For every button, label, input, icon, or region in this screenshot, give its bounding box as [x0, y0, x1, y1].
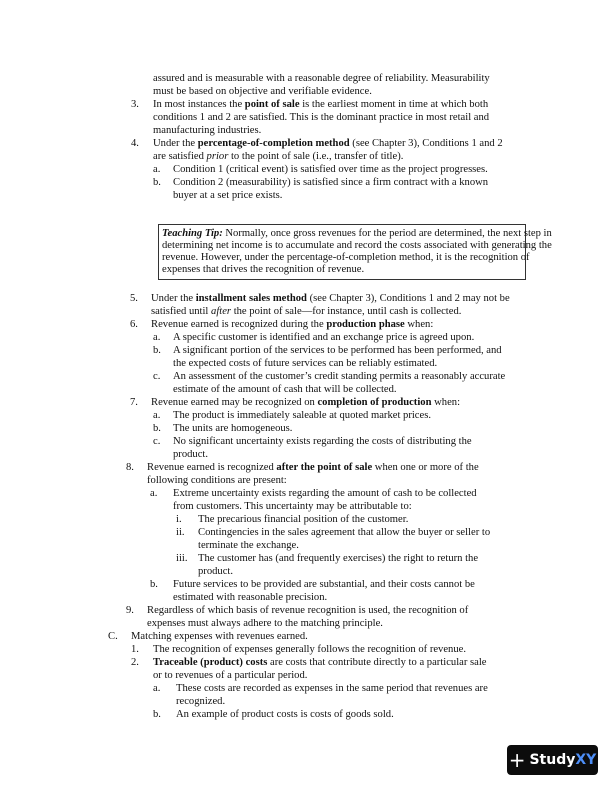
list-letter: c.: [153, 436, 161, 447]
text-line: estimated with reasonable precision.: [173, 592, 328, 603]
text-span: to the point of sale (i.e., transfer of title).: [228, 151, 404, 162]
list-letter: a.: [153, 164, 161, 175]
text-line: Future services to be provided are substantial, and their costs cannot be: [173, 579, 475, 590]
list-letter: a.: [150, 488, 158, 499]
text-line: or to revenues of a particular period.: [153, 670, 308, 681]
text-line: [151, 306, 461, 318]
teaching-tip-line: determining net income is to accumulate and record the costs associated with generating the: [162, 240, 552, 251]
list-item: [153, 99, 488, 111]
list-letter: a.: [153, 332, 161, 343]
list-letter: a.: [153, 410, 161, 421]
list-number: 8.: [126, 462, 134, 473]
text-line: Condition 1 (critical event) is satisfied over time as the project progresses.: [173, 164, 488, 175]
list-letter: b.: [153, 177, 161, 188]
list-item: [151, 397, 460, 409]
bold-term: percentage-of-completion method: [197, 138, 350, 149]
text-span: are costs that contribute directly to a particular sale: [267, 657, 487, 668]
text-line: following conditions are present:: [147, 475, 287, 486]
text-line: A significant portion of the services to be performed has been performed, and: [173, 345, 502, 356]
list-item: [153, 138, 503, 150]
text-span: Revenue earned is recognized: [147, 462, 277, 473]
list-item: [151, 293, 510, 305]
list-number: 7.: [130, 397, 138, 408]
text-line: A specific customer is identified and an exchange price is agreed upon.: [173, 332, 475, 343]
text-line: Contingencies in the sales agreement that allow the buyer or seller to: [198, 527, 491, 538]
teaching-tip-line: revenue. However, under the percentage-of-completion method, it is the recognition of: [162, 252, 530, 263]
text-span: satisfied until: [151, 306, 212, 317]
italic-term: after: [211, 306, 232, 317]
text-span: when:: [404, 319, 434, 330]
teaching-tip-line: expenses that drives the recognition of revenue.: [162, 264, 365, 275]
bold-term: completion of production: [317, 397, 432, 408]
logo-text-xy: XY: [575, 752, 597, 768]
text-line: The units are homogeneous.: [173, 423, 293, 434]
text-span: (see Chapter 3), Conditions 1 and 2: [349, 138, 503, 149]
text-span: are satisfied: [153, 151, 207, 162]
text-line: Regardless of which basis of revenue recognition is used, the recognition of: [147, 605, 469, 616]
section-letter: C.: [108, 631, 118, 642]
list-letter: b.: [153, 423, 161, 434]
text-line: No significant uncertainty exists regarding the costs of distributing the: [173, 436, 472, 447]
text-line: An assessment of the customer’s credit standing permits a reasonably accurate: [173, 371, 506, 382]
list-roman: i.: [176, 514, 182, 525]
text-span: when one or more of the: [372, 462, 479, 473]
plus-icon: +: [508, 748, 526, 772]
list-number: 9.: [126, 605, 134, 616]
logo-text-study: Study: [529, 752, 576, 768]
list-letter: b.: [153, 345, 161, 356]
text-line: The recognition of expenses generally follows the recognition of revenue.: [153, 644, 466, 655]
text-line: Extreme uncertainty exists regarding the amount of cash to be collected: [173, 488, 477, 499]
text-span: Revenue earned may be recognized on: [151, 397, 318, 408]
logo-text: [529, 752, 596, 768]
list-roman: ii.: [176, 527, 185, 538]
bold-term: after the point of sale: [276, 462, 373, 473]
text-span: Revenue earned is recognized during the: [151, 319, 327, 330]
text-line: estimate of the amount of cash that will be collected.: [173, 384, 397, 395]
text-line: must be based on objective and verifiable evidence.: [153, 86, 372, 97]
text-span: is the earliest moment in time at which both: [299, 99, 489, 110]
list-item: [151, 319, 433, 331]
text-line: buyer at a set price exists.: [173, 190, 283, 201]
text-line: product.: [173, 449, 209, 460]
text-line: from customers. This uncertainty may be attributable to:: [173, 501, 412, 512]
bold-term: point of sale: [244, 99, 300, 110]
text-span: In most instances the: [153, 99, 245, 110]
bold-term: production phase: [326, 319, 405, 330]
text-line: recognized.: [176, 696, 226, 707]
text-span: Under the: [151, 293, 196, 304]
section-heading: Matching expenses with revenues earned.: [131, 631, 308, 642]
text-line: the expected costs of future services can be reliably estimated.: [173, 358, 438, 369]
text-line: assured and is measurable with a reasonable degree of reliability. Measurability: [153, 73, 490, 84]
list-letter: b.: [150, 579, 158, 590]
list-item: [147, 462, 479, 474]
teaching-tip-line: [162, 228, 552, 240]
text-line: terminate the exchange.: [198, 540, 299, 551]
list-number: 4.: [131, 138, 139, 149]
text-span: (see Chapter 3), Conditions 1 and 2 may not be: [306, 293, 510, 304]
bold-term: installment sales method: [195, 293, 307, 304]
list-letter: b.: [153, 709, 161, 720]
list-letter: a.: [153, 683, 161, 694]
list-number: 2.: [131, 657, 139, 668]
list-number: 6.: [130, 319, 138, 330]
list-letter: c.: [153, 371, 161, 382]
text-line: An example of product costs is costs of goods sold.: [176, 709, 394, 720]
text-line: [153, 151, 403, 163]
text-line: The product is immediately saleable at quoted market prices.: [173, 410, 431, 421]
italic-term: prior: [206, 151, 229, 162]
text-span: the point of sale—for instance, until cash is collected.: [231, 306, 462, 317]
text-span: when:: [431, 397, 461, 408]
list-number: 5.: [130, 293, 138, 304]
text-line: manufacturing industries.: [153, 125, 262, 136]
list-item: [153, 657, 487, 669]
text-line: product.: [198, 566, 234, 577]
list-number: 1.: [131, 644, 139, 655]
list-roman: iii.: [176, 553, 188, 564]
text-line: The customer has (and frequently exercises) the right to return the: [198, 553, 479, 564]
text-line: Condition 2 (measurability) is satisfied since a firm contract with a known: [173, 177, 489, 188]
text-span: Under the: [153, 138, 198, 149]
studyxy-logo[interactable]: [507, 745, 598, 775]
list-number: 3.: [131, 99, 139, 110]
bold-term: Traceable (product) costs: [153, 657, 268, 668]
teaching-tip-label: Teaching Tip:: [162, 228, 223, 239]
text-line: These costs are recorded as expenses in the same period that revenues are: [176, 683, 488, 694]
text-line: conditions 1 and 2 are satisfied. This is the dominant practice in most retail and: [153, 112, 490, 123]
text-span: Normally, once gross revenues for the period are determined, the next step in: [222, 228, 552, 239]
text-line: The precarious financial position of the customer.: [198, 514, 409, 525]
text-line: expenses must always adhere to the matching principle.: [147, 618, 383, 629]
